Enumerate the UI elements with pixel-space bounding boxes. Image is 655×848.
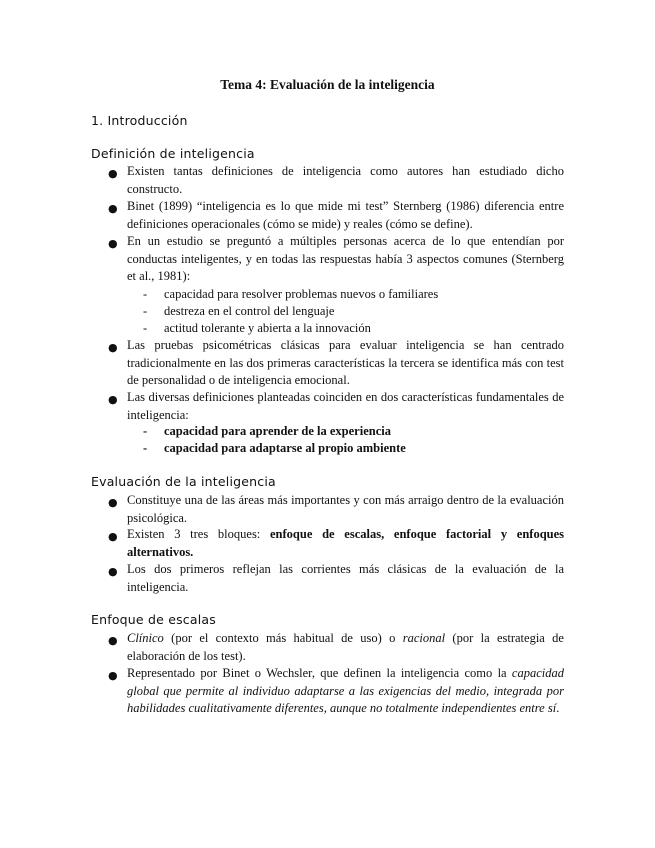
list-item-bold-text: enfoque de escalas, enfoque factorial y enfoques alternativos. [127, 527, 565, 559]
list-item-italic-text: Clínico [127, 631, 164, 645]
list-item [127, 630, 564, 665]
bullet-icon: ● [108, 167, 118, 180]
list-item: Binet (1899) “inteligencia es lo que mide mi test” Sternberg (1986) diferencia entre definiciones operacionales (cómo se mide) y reales (cómo se define). [127, 199, 564, 231]
bullet-icon: ● [108, 393, 118, 406]
section-heading-introduccion: 1. Introducción [91, 113, 188, 128]
list-item: Existen tantas definiciones de inteligencia como autores han estudiado dicho constructo. [127, 164, 564, 196]
sub-list-item: capacidad para resolver problemas nuevos o familiares [164, 287, 439, 301]
document-title: Tema 4: Evaluación de la inteligencia [220, 77, 435, 92]
sub-list-item: destreza en el control del lenguaje [164, 304, 335, 318]
sub-list-item-bold: capacidad para adaptarse al propio ambiente [164, 441, 406, 455]
list-item-text: (por el contexto más habitual de uso) o [163, 631, 403, 645]
bullet-icon: ● [108, 202, 118, 215]
sub-list-item-bold: capacidad para aprender de la experiencia [164, 424, 391, 438]
bullet-icon: ● [108, 634, 118, 647]
list-item-italic-text: capacidad global que permite al individuo adaptarse a las exigencias del medio, integrada por habilidades cualitativamente diferentes, aunque no totalmente independientes entre sí [127, 666, 564, 715]
dash-marker: - [143, 321, 148, 335]
bullet-icon: ● [108, 669, 118, 682]
bullet-icon: ● [108, 496, 118, 509]
dash-marker: - [143, 441, 148, 455]
list-item [127, 526, 564, 561]
bullet-icon: ● [108, 237, 118, 250]
dash-marker: - [143, 424, 148, 438]
bullet-icon: ● [108, 530, 118, 543]
list-item [127, 665, 564, 718]
list-item: En un estudio se preguntó a múltiples personas acerca de lo que entendían por conductas inteligentes, y en todas las respuestas había 3 aspectos comunes (Sternberg et al., 1981): [127, 234, 564, 283]
list-item-text: . [556, 701, 560, 715]
bullet-icon: ● [108, 565, 118, 578]
list-item-text: (por la estrategia de elaboración de los test). [127, 631, 564, 663]
list-item-text: Representado por Binet o Wechsler, que definen la inteligencia como la [127, 666, 512, 680]
list-item-text: Existen 3 tres bloques: [127, 527, 270, 541]
list-item: Constituye una de las áreas más importantes y con más arraigo dentro de la evaluación psicológica. [127, 493, 564, 525]
dash-marker: - [143, 304, 148, 318]
list-item: Los dos primeros reflejan las corrientes más clásicas de la evaluación de la inteligencia. [127, 562, 564, 594]
dash-marker: - [143, 287, 148, 301]
subheading-escalas: Enfoque de escalas [91, 612, 216, 627]
subheading-definicion: Definición de inteligencia [91, 146, 255, 161]
bullet-icon: ● [108, 341, 118, 354]
sub-list-item: actitud tolerante y abierta a la innovación [164, 321, 371, 335]
list-item: Las diversas definiciones planteadas coinciden en dos características fundamentales de inteligencia: [127, 390, 564, 422]
list-item: Las pruebas psicométricas clásicas para evaluar inteligencia se han centrado tradicionalmente en las dos primeras características la tercera se identifica más con test de personalidad o de inteligencia emocional. [127, 338, 564, 387]
list-item-italic-text: racional [402, 631, 446, 645]
subheading-evaluacion: Evaluación de la inteligencia [91, 474, 276, 489]
